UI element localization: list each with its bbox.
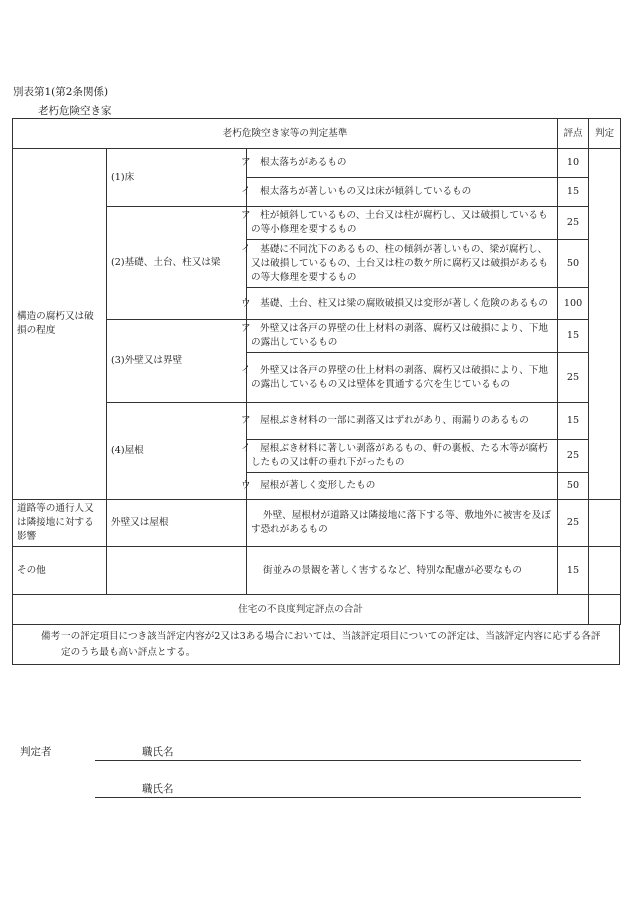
table-header-row xyxy=(13,119,621,149)
table-row xyxy=(13,149,621,178)
sub-roof: (4)屋根 xyxy=(107,403,247,500)
signature-line-2[interactable] xyxy=(95,797,581,798)
category-structure: 構造の腐朽又は破損の程度 xyxy=(13,149,107,500)
sub-other xyxy=(107,547,247,595)
item-text: 外壁、屋根材が道路又は隣接地に落下する等、敷地外に被害を及ぼす恐れがあるもの xyxy=(247,500,558,547)
item-text: ア 外壁又は各戸の界壁の仕上材料の剥落、腐朽又は破損により、下地の露出しているもの xyxy=(247,320,558,353)
sub-wall: (3)外壁又は界壁 xyxy=(107,320,247,403)
score-cell: 50 xyxy=(558,240,589,288)
judgement-cell[interactable] xyxy=(589,547,621,595)
item-text: ウ 屋根が著しく変形したもの xyxy=(247,473,558,500)
signature-line-1[interactable] xyxy=(95,760,581,761)
judgement-header: 判定 xyxy=(589,119,621,149)
item-text: ウ 基礎、土台、柱又は梁の腐敗破損又は変形が著しく危険のあるもの xyxy=(247,288,558,320)
remark-label: 備考 xyxy=(41,631,61,642)
judgement-cell[interactable] xyxy=(589,500,621,547)
table-subtitle: 老朽危険空き家 xyxy=(38,105,112,117)
score-cell: 100 xyxy=(558,288,589,320)
judgement-cell[interactable] xyxy=(589,149,621,500)
item-text: ア 柱が傾斜しているもの、土台又は柱が腐朽し、又は破損しているもの等小修理を要するもの xyxy=(247,207,558,240)
item-text: イ 外壁又は各戸の界壁の仕上材料の剥落、腐朽又は破損により、下地の露出しているもの又は壁体を貫通する穴を生じているもの xyxy=(247,353,558,403)
table-row xyxy=(13,500,621,547)
sub-foundation: (2)基礎、土台、柱又は梁 xyxy=(107,207,247,320)
score-cell: 15 xyxy=(558,320,589,353)
remark-box xyxy=(12,625,620,665)
table-caption: 別表第1(第2条関係) xyxy=(13,86,109,98)
score-cell: 25 xyxy=(558,500,589,547)
item-text: イ 基礎に不同沈下のあるもの、柱の傾斜が著しいもの、梁が腐朽し、又は破損しているもの、土台又は柱の数ケ所に腐朽又は破損があるもの等大修理を要するもの xyxy=(247,240,558,288)
item-text: イ 根太落ちが著しいもの又は床が傾斜しているもの xyxy=(247,178,558,207)
score-header: 評点 xyxy=(558,119,589,149)
name-label-2: 職氏名 xyxy=(142,783,174,795)
score-cell: 15 xyxy=(558,403,589,440)
item-text: ア 屋根ぶき材料の一部に剥落又はずれがあり、雨漏りのあるもの xyxy=(247,403,558,440)
total-label: 住宅の不良度判定評点の合計 xyxy=(13,595,589,625)
total-row xyxy=(13,595,621,625)
total-cell[interactable] xyxy=(589,595,621,625)
category-road: 道路等の通行人又は隣接地に対する影響 xyxy=(13,500,107,547)
category-other: その他 xyxy=(13,547,107,595)
score-cell: 25 xyxy=(558,440,589,473)
judgement-table xyxy=(12,118,621,625)
sub-floor: (1)床 xyxy=(107,149,247,207)
score-cell: 25 xyxy=(558,353,589,403)
name-label-1: 職氏名 xyxy=(142,746,174,758)
judge-label: 判定者 xyxy=(20,746,52,758)
sub-road: 外壁又は屋根 xyxy=(107,500,247,547)
item-text: ア 根太落ちがあるもの xyxy=(247,149,558,178)
item-text: イ 屋根ぶき材料に著しい剥落があるもの、軒の裏板、たる木等が腐朽したもの又は軒の垂れ下がったもの xyxy=(247,440,558,473)
remark-text: 一の評定項目につき該当評定内容が2又は3ある場合においては、当該評定項目についての評定は、当該評定内容に応ずる各評定のうち最も高い評点とする。 xyxy=(61,631,601,658)
score-cell: 10 xyxy=(558,149,589,178)
table-row xyxy=(13,547,621,595)
score-cell: 25 xyxy=(558,207,589,240)
item-text: 街並みの景観を著しく害するなど、特別な配慮が必要なもの xyxy=(247,547,558,595)
score-cell: 15 xyxy=(558,178,589,207)
score-cell: 50 xyxy=(558,473,589,500)
score-cell: 15 xyxy=(558,547,589,595)
criteria-header: 老朽危険空き家等の判定基準 xyxy=(13,119,558,149)
